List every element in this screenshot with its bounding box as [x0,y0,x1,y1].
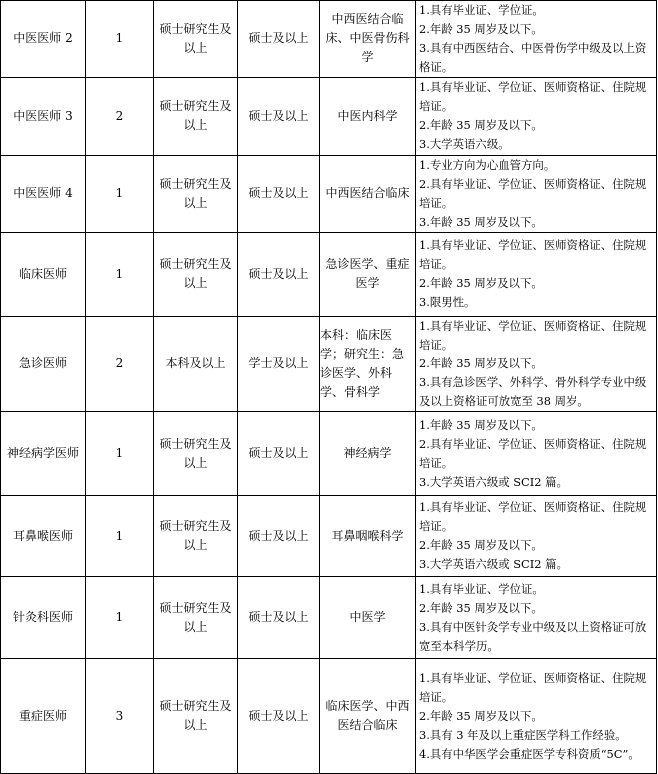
table-row [1,155,657,232]
count-cell: 1 [86,412,154,496]
requirement-line: 2.年龄 35 周岁及以下。 [419,21,543,36]
requirement-line: 1.具有毕业证、学位证。 [419,3,544,17]
major-cell: 神经病学 [320,412,416,496]
table-row [1,412,657,496]
requirement-line: 3.具有 3 年及以上重症医学科工作经验。 [419,727,627,742]
major-cell: 耳鼻咽喉科学 [320,496,416,577]
count-cell: 3 [86,659,154,774]
degree-cell: 硕士及以上 [238,496,320,577]
education-cell: 硕士研究生及以上 [154,496,238,577]
requirement-line: 2.年龄 35 周岁及以下。 [419,276,543,291]
requirement-line: 1.具有毕业证、学位证、医师资格证、住院规培证。 [419,318,647,352]
major-cell: 临床医学、中西医结合临床 [320,659,416,774]
requirement-line: 2.年龄 35 周岁及以下。 [419,600,543,615]
requirement-line: 3.限男性。 [419,295,476,310]
requirement-line: 2.年龄 35 周岁及以下。 [419,356,543,371]
count-cell: 1 [86,496,154,577]
table-row [1,577,657,659]
requirement-line: 3.年龄 35 周岁及以下。 [419,214,543,229]
position-cell: 重症医师 [1,659,86,774]
education-cell: 硕士研究生及以上 [154,577,238,659]
education-cell: 硕士研究生及以上 [154,77,238,155]
requirement-line: 2.年龄 35 周岁及以下。 [419,118,543,133]
requirements-cell [416,1,657,78]
count-cell: 1 [86,155,154,232]
requirements-cell [416,496,657,577]
degree-cell: 硕士及以上 [238,577,320,659]
count-cell: 1 [86,232,154,316]
position-cell: 神经病学医师 [1,412,86,496]
requirements-cell [416,412,657,496]
education-cell: 硕士研究生及以上 [154,659,238,774]
major-cell: 中医学 [320,577,416,659]
requirement-line: 1.具有毕业证、学位证、医师资格证、住院规培证。 [419,80,647,114]
requirement-line: 1.具有毕业证、学位证、医师资格证、住院规培证。 [419,238,647,272]
requirement-line: 2.年龄 35 周岁及以下。 [419,538,543,553]
requirement-line: 3.具有中西医结合、中医骨伤学中级及以上资格证。 [419,40,647,74]
degree-cell: 硕士及以上 [238,412,320,496]
requirements-cell [416,577,657,659]
degree-cell: 硕士及以上 [238,232,320,316]
major-cell: 中西医结合临床 [320,155,416,232]
count-cell: 2 [86,77,154,155]
table-row [1,316,657,412]
position-cell: 中医医师 3 [1,77,86,155]
requirement-line: 1.年龄 35 周岁及以下。 [419,417,543,432]
major-cell: 急诊医学、重症医学 [320,232,416,316]
requirement-line: 2.具有毕业证、学位证、医师资格证、住院规培证。 [419,436,647,470]
education-cell: 硕士研究生及以上 [154,155,238,232]
position-cell: 耳鼻喉医师 [1,496,86,577]
table-row [1,232,657,316]
table-row [1,659,657,774]
requirement-line: 1.具有毕业证、学位证、医师资格证、住院规培证。 [419,670,647,704]
requirement-line: 3.具有急诊医学、外科学、骨外科学专业中级及以上资格证可放宽至 38 周岁。 [419,375,647,409]
table-body [1,1,657,774]
requirement-line: 1.具有毕业证、学位证、医师资格证、住院规培证。 [419,500,647,534]
position-cell: 临床医师 [1,232,86,316]
requirement-line: 2.年龄 35 周岁及以下。 [419,708,543,723]
degree-cell: 硕士及以上 [238,77,320,155]
requirement-line: 3.具有中医针灸学专业中级及以上资格证可放宽至本科学历。 [419,619,647,653]
major-cell: 中医内科学 [320,77,416,155]
requirement-line: 1.专业方向为心血管方向。 [419,157,556,172]
count-cell: 1 [86,1,154,78]
degree-cell: 硕士及以上 [238,155,320,232]
education-cell: 硕士研究生及以上 [154,412,238,496]
requirements-cell [416,77,657,155]
degree-cell: 学士及以上 [238,316,320,412]
major-cell: 中西医结合临床、中医骨伤科学 [320,1,416,78]
count-cell: 1 [86,577,154,659]
requirement-line: 3.大学英语六级或 SCI2 篇。 [419,557,568,572]
table-row [1,496,657,577]
requirements-cell [416,659,657,774]
position-cell: 中医医师 2 [1,1,86,78]
requirement-line: 2.具有毕业证、学位证、医师资格证、住院规培证。 [419,176,647,210]
education-cell: 本科及以上 [154,316,238,412]
requirement-line: 1.具有毕业证、学位证。 [419,581,544,596]
table-row [1,1,657,78]
education-cell: 硕士研究生及以上 [154,232,238,316]
position-cell: 中医医师 4 [1,155,86,232]
degree-cell: 硕士及以上 [238,1,320,78]
degree-cell: 硕士及以上 [238,659,320,774]
major-cell: 本科：临床医学；研究生：急诊医学、外科学、骨科学 [320,316,416,412]
position-cell: 急诊医师 [1,316,86,412]
requirements-cell [416,232,657,316]
requirement-line: 4.具有中华医学会重症医学专科资质“5C”。 [419,746,640,761]
education-cell: 硕士研究生及以上 [154,1,238,78]
count-cell: 2 [86,316,154,412]
requirement-line: 3.大学英语六级或 SCI2 篇。 [419,474,568,489]
table-row [1,77,657,155]
requirements-cell [416,155,657,232]
requirement-line: 3.大学英语六级。 [419,137,510,152]
requirements-cell [416,316,657,412]
position-cell: 针灸科医师 [1,577,86,659]
